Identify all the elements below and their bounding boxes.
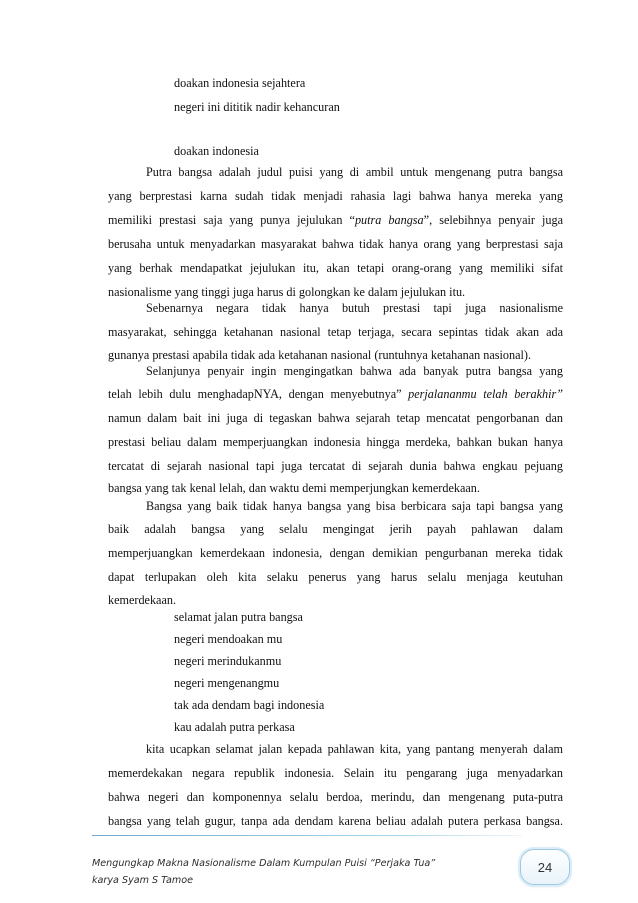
paragraph-line: bahwa negeri dan komponennya selalu berdoa, merindu, dan mengenang puta-putra — [108, 790, 563, 804]
verse-line: negeri mengenangmu — [174, 676, 280, 690]
verse-line: tak ada dendam bagi indonesia — [174, 698, 325, 712]
paragraph-line — [108, 386, 563, 402]
paragraph-line: masyarakat, sehingga ketahanan nasional tetap terjaga, secara sepintas tidak akan ada — [108, 325, 563, 339]
text-run: telah lebih dulu menghadapNYA, dengan menyebutnya” — [108, 387, 409, 401]
text-run: ”, selebihnya penyair juga — [423, 213, 564, 227]
paragraph-line — [108, 212, 563, 228]
paragraph-line: namun dalam bait ini juga di tegaskan bahwa sejarah tetap mencatat pengorbanan dan — [108, 411, 563, 425]
paragraph-line: berusaha untuk menyadarkan masyarakat bahwa tidak hanya orang yang berprestasi saja — [108, 237, 563, 251]
paragraph-line: Selanjunya penyair ingin mengingatkan bahwa ada banyak putra bangsa yang — [146, 364, 563, 378]
verse-line: negeri mendoakan mu — [174, 632, 283, 646]
paragraph-line: kita ucapkan selamat jalan kepada pahlawan kita, yang pantang menyerah dalam — [146, 742, 563, 756]
paragraph-line: memperjuangkan kemerdekaan indonesia, dengan demikian pengurbanan mereka tidak — [108, 546, 563, 560]
verse-line: negeri ini dititik nadir kehancuran — [174, 100, 340, 114]
footer-divider — [92, 835, 522, 836]
footer-title: Mengungkap Makna Nasionalisme Dalam Kumpulan Puisi “Perjaka Tua” — [92, 858, 436, 869]
paragraph-line: Sebenarnya negara tidak hanya butuh prestasi tapi juga nasionalisme — [146, 301, 563, 315]
paragraph-line: tercatat di sejarah nasional tapi juga tercatat di sejarah dunia bahwa engkau pejuang — [108, 459, 563, 473]
paragraph-line: baik adalah bangsa yang selalu mengingat jerih payah pahlawan dalam — [108, 522, 563, 536]
page-number-badge — [520, 849, 570, 885]
paragraph-line: dapat terlupakan oleh kita selaku penerus yang harus selalu menjaga keutuhan — [108, 570, 563, 584]
paragraph-line: bangsa yang telah gugur, tanpa ada dendam karena beliau adalah putera perkasa bangsa. — [108, 814, 563, 828]
page-number: 24 — [537, 859, 553, 875]
paragraph-line: Bangsa yang baik tidak hanya bangsa yang bisa berbicara saja tapi bangsa yang — [146, 499, 563, 513]
verse-line: doakan indonesia — [174, 144, 259, 158]
paragraph-line: gunanya prestasi apabila tidak ada ketahanan nasional (runtuhnya ketahanan nasional). — [108, 348, 532, 362]
paragraph-line: kemerdekaan. — [108, 593, 177, 607]
paragraph-line: nasionalisme yang tinggi juga harus di golongkan ke dalam jejulukan itu. — [108, 285, 466, 299]
paragraph-line: prestasi beliau dalam memperjuangkan indonesia hingga merdeka, bahkan bukan hanya — [108, 435, 563, 449]
paragraph-line: bangsa yang tak kenal lelah, dan waktu demi memperjungkan kemerdekaan. — [108, 481, 480, 495]
text-run: memiliki prestasi saja yang punya jejulukan “ — [108, 213, 355, 227]
italic-phrase: putra bangsa — [354, 213, 424, 227]
paragraph-line: yang berprestasi karna sudah tidak menjadi rahasia lagi bahwa hanya mereka yang — [108, 189, 563, 203]
verse-line: selamat jalan putra bangsa — [174, 610, 303, 624]
paragraph-line: Putra bangsa adalah judul puisi yang di ambil untuk mengenang putra bangsa — [146, 165, 563, 179]
verse-line: kau adalah putra perkasa — [174, 720, 295, 734]
italic-phrase: perjalananmu telah berakhir” — [408, 387, 563, 401]
footer-author: karya Syam S Tamoe — [92, 875, 194, 886]
verse-line: negeri merindukanmu — [174, 654, 282, 668]
verse-line: doakan indonesia sejahtera — [174, 76, 306, 90]
paragraph-line: memerdekakan negara republik indonesia. Selain itu pengarang juga menyadarkan — [108, 766, 563, 780]
paragraph-line: yang berhak mendapatkat jejulukan itu, akan tetapi orang-orang yang memiliki sifat — [108, 261, 563, 275]
